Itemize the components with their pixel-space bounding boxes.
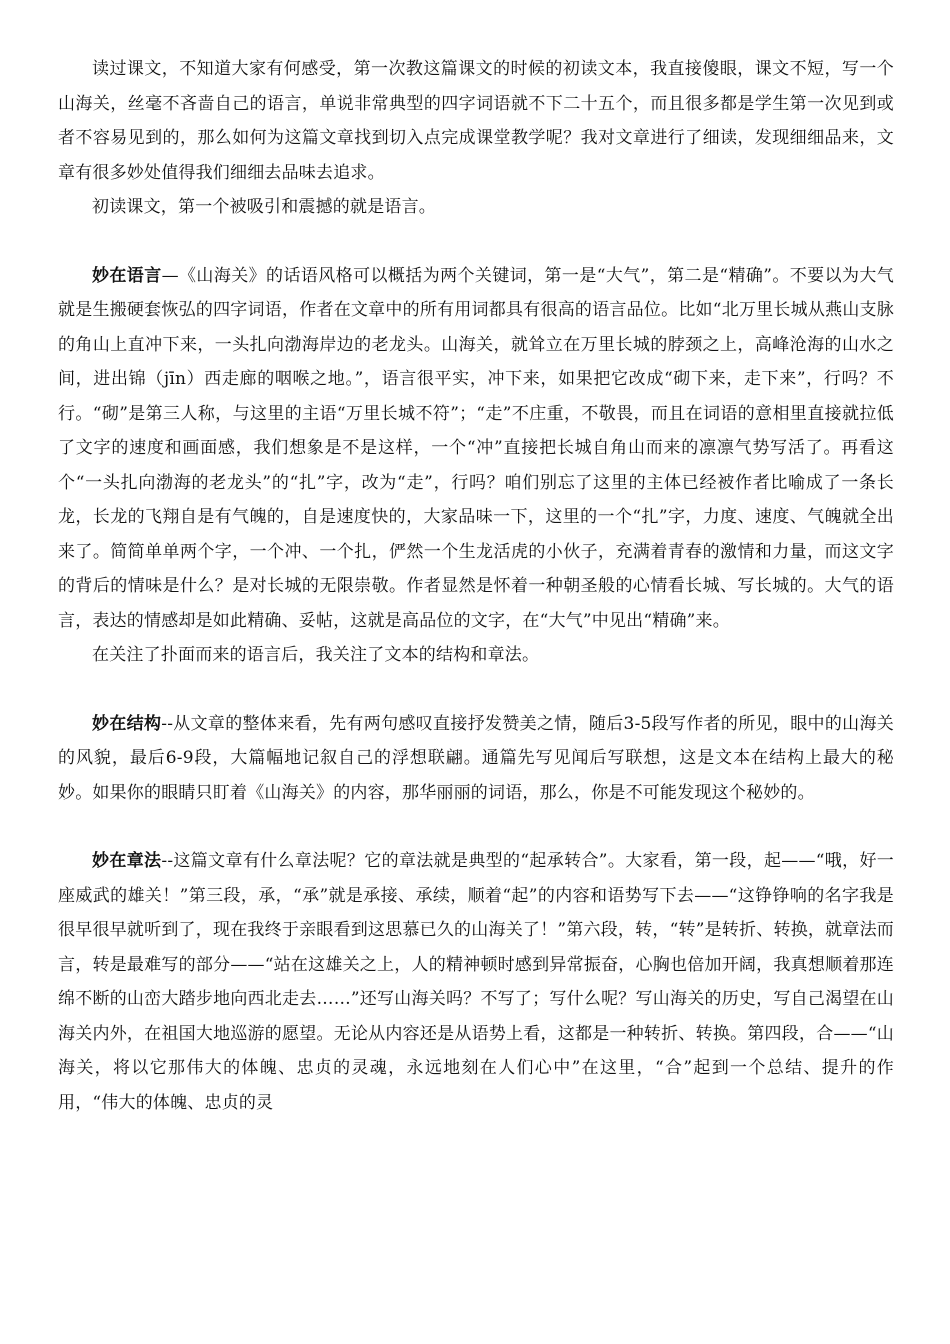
document-page	[58, 52, 894, 1120]
language-paragraph	[58, 259, 894, 639]
structure-paragraph	[58, 707, 894, 811]
method-paragraph	[58, 844, 894, 1120]
intro-paragraph: 读过课文，不知道大家有何感受，第一次教这篇课文的时候的初读文本，我直接傻眼，课文不短，写一个山海关，丝毫不吝啬自己的语言，单说非常典型的四字词语就不下二十五个，而且很多都是学生第一次见到或者不容易见到的，那么如何为这篇文章找到切入点完成课堂教学呢？我对文章进行了细读，发现细细品来，文章有很多妙处值得我们细细去品味去追求。	[58, 59, 894, 183]
structure-body: --从文章的整体来看，先有两句感叹直接抒发赞美之情，随后3-5段写作者的所见，眼中的山海关的风貌，最后6-9段，大篇幅地记叙自己的浮想联翩。通篇先写见闻后写联想，这是文本在结构上最大的秘妙。如果你的眼睛只盯着《山海关》的内容，那华丽丽的词语，那么，你是不可能发现这个秘妙的。	[58, 713, 894, 803]
structure-transition-paragraph: 在关注了扑面而来的语言后，我关注了文本的结构和章法。	[92, 645, 540, 665]
paragraph-gap	[58, 225, 894, 259]
paragraph-gap	[58, 810, 894, 844]
language-body: —《山海关》的话语风格可以概括为两个关键词，第一是“大气”，第二是“精确”。不要以为大气就是生搬硬套恢弘的四字词语，作者在文章中的所有用词都具有很高的语言品位。比如“北万里长城从燕山支脉的角山上直冲下来，一头扎向渤海岸边的老龙头。山海关，就耸立在万里长城的脖颈之上，高峰沧海的山水之间，进出锦（jīn）西走廊的咽喉之地。”，语言很平实，冲下来，如果把它改成“砌下来，走下来”，行吗？不行。“砌”是第三人称，与这里的主语“万里长城不符”；“走”不庄重，不敬畏，而且在词语的意相里直接就拉低了文字的速度和画面感，我们想象是不是这样，一个“冲”直接把长城自角山而来的凛凛气势写活了。再看这个“一头扎向渤海的老龙头”的“扎”字，改为“走”，行吗？咱们别忘了这里的主体已经被作者比喻成了一条长龙，长龙的飞翔自是有气魄的，自是速度快的，大家品味一下，这里的一个“扎”字，力度、速度、气魄就全出来了。简简单单两个字，一个冲、一个扎，俨然一个生龙活虎的小伙子，充满着青春的激情和力量，而这文字的背后的情味是什么？是对长城的无限崇敬。作者显然是怀着一种朝圣般的心情看长城、写长城的。大气的语言，表达的情感却是如此精确、妥帖，这就是高品位的文字，在“大气”中见出“精确”来。	[58, 265, 894, 631]
method-body: --这篇文章有什么章法呢？它的章法就是典型的“起承转合”。大家看，第一段，起——“哦，好一座威武的雄关！”第三段，承，“承”就是承接、承续，顺着“起”的内容和语势写下去——“这铮铮响的名字我是很早很早就听到了，现在我终于亲眼看到这思慕已久的山海关了！”第六段，转，“转”是转折、转换，就章法而言，转是最难写的部分——“站在这雄关之上，人的精神顿时感到异常振奋，心胸也倍加开阔，我真想顺着那连绵不断的山峦大踏步地向西北走去……”还写山海关吗？不写了；写什么呢？写山海关的历史，写自己渴望在山海关内外，在祖国大地巡游的愿望。无论从内容还是从语势上看，这都是一种转折、转换。第四段，合——“山海关，将以它那伟大的体魄、忠贞的灵魂，永远地刻在人们心中”在这里，“合”起到一个总结、提升的作用，“伟大的体魄、忠贞的灵	[58, 851, 894, 1113]
language-heading: 妙在语言	[92, 265, 162, 286]
first-read-paragraph: 初读课文，第一个被吸引和震撼的就是语言。	[92, 197, 436, 217]
structure-heading: 妙在结构	[92, 713, 162, 734]
method-heading: 妙在章法	[92, 851, 162, 871]
paragraph-gap	[58, 673, 894, 707]
